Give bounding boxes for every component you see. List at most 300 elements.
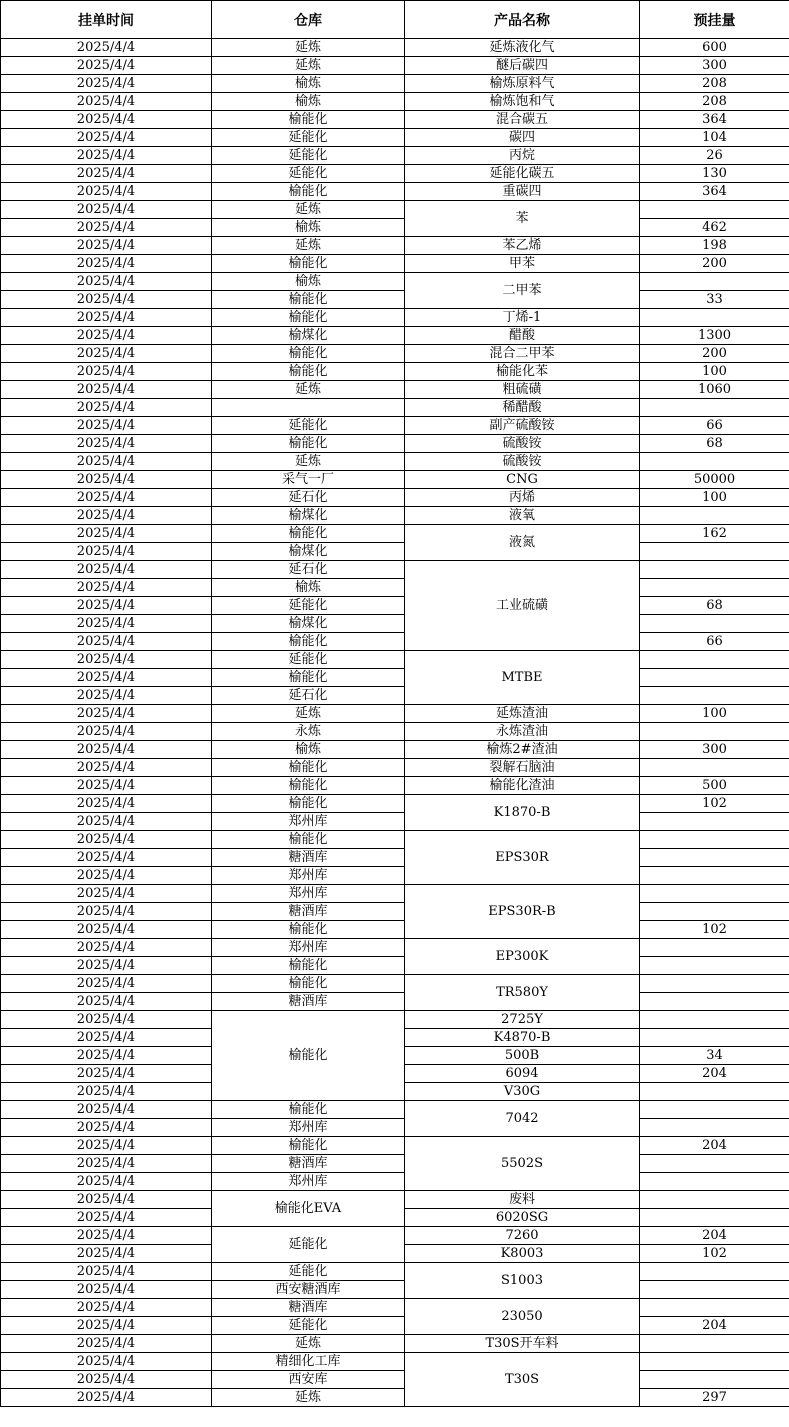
cell-warehouse: 榆能化 [212,1011,405,1101]
cell-time: 2025/4/4 [1,471,212,489]
cell-time: 2025/4/4 [1,327,212,345]
cell-quantity [640,453,789,471]
cell-quantity [640,1281,789,1299]
table-row [1,399,789,417]
header-quantity: 预挂量 [640,1,789,39]
cell-quantity: 204 [640,1227,789,1245]
cell-warehouse: 延石化 [212,489,405,507]
cell-quantity: 100 [640,489,789,507]
table-row [1,813,789,831]
table-row [1,57,789,75]
table-row [1,471,789,489]
cell-warehouse: 榆能化 [212,111,405,129]
table-row [1,129,789,147]
cell-quantity [640,939,789,957]
cell-quantity: 204 [640,1317,789,1335]
cell-time: 2025/4/4 [1,651,212,669]
cell-warehouse: 延能化 [212,1227,405,1263]
cell-time: 2025/4/4 [1,147,212,165]
cell-quantity: 102 [640,921,789,939]
cell-product: 榆炼饱和气 [405,93,640,111]
cell-warehouse: 延石化 [212,687,405,705]
header-time: 挂单时间 [1,1,212,39]
cell-quantity: 100 [640,705,789,723]
table-row [1,795,789,813]
table-row [1,255,789,273]
cell-quantity: 300 [640,57,789,75]
cell-quantity: 200 [640,345,789,363]
cell-product: 甲苯 [405,255,640,273]
table-row [1,363,789,381]
cell-product: MTBE [405,651,640,705]
table-row [1,1299,789,1317]
cell-time: 2025/4/4 [1,309,212,327]
cell-quantity: 500 [640,777,789,795]
cell-product: 硫酸铵 [405,453,640,471]
table-row [1,687,789,705]
cell-time: 2025/4/4 [1,255,212,273]
cell-time: 2025/4/4 [1,507,212,525]
cell-quantity: 1060 [640,381,789,399]
cell-warehouse: 采气一厂 [212,471,405,489]
cell-product: T30S [405,1353,640,1407]
cell-time: 2025/4/4 [1,183,212,201]
cell-product: 永炼渣油 [405,723,640,741]
table-row [1,867,789,885]
cell-product: 丙烷 [405,147,640,165]
table-row [1,633,789,651]
cell-time: 2025/4/4 [1,1191,212,1209]
cell-time: 2025/4/4 [1,1335,212,1353]
cell-time: 2025/4/4 [1,417,212,435]
cell-time: 2025/4/4 [1,777,212,795]
cell-quantity: 600 [640,39,789,57]
cell-quantity [640,1011,789,1029]
cell-time: 2025/4/4 [1,363,212,381]
cell-quantity [640,687,789,705]
table-row [1,273,789,291]
table-row [1,921,789,939]
cell-time: 2025/4/4 [1,1029,212,1047]
table-row [1,543,789,561]
cell-quantity [640,309,789,327]
cell-warehouse: 榆炼 [212,219,405,237]
cell-time: 2025/4/4 [1,543,212,561]
cell-product: 榆能化苯 [405,363,640,381]
cell-quantity: 208 [640,75,789,93]
cell-warehouse: 郑州库 [212,1173,405,1191]
cell-quantity: 102 [640,795,789,813]
cell-quantity [640,957,789,975]
table-row [1,1371,789,1389]
table-row [1,435,789,453]
cell-warehouse: 延炼 [212,39,405,57]
table-row [1,849,789,867]
table-row [1,291,789,309]
cell-quantity: 100 [640,363,789,381]
cell-quantity [640,1029,789,1047]
cell-warehouse: 榆能化 [212,777,405,795]
cell-time: 2025/4/4 [1,1173,212,1191]
cell-quantity: 300 [640,741,789,759]
cell-product: 副产硫酸铵 [405,417,640,435]
cell-time: 2025/4/4 [1,921,212,939]
cell-time: 2025/4/4 [1,795,212,813]
cell-time: 2025/4/4 [1,975,212,993]
cell-quantity [640,1263,789,1281]
cell-product: 重碳四 [405,183,640,201]
cell-quantity: 462 [640,219,789,237]
cell-product: 7042 [405,1101,640,1137]
table-row [1,345,789,363]
cell-product: 醋酸 [405,327,640,345]
cell-quantity [640,615,789,633]
cell-product: 2725Y [405,1011,640,1029]
cell-quantity: 104 [640,129,789,147]
cell-time: 2025/4/4 [1,201,212,219]
cell-quantity [640,507,789,525]
cell-quantity [640,1119,789,1137]
cell-quantity [640,399,789,417]
cell-time: 2025/4/4 [1,849,212,867]
cell-warehouse: 榆能化 [212,831,405,849]
cell-quantity: 68 [640,597,789,615]
table-body [1,39,789,1407]
cell-product: 液氮 [405,525,640,561]
cell-quantity: 66 [640,417,789,435]
cell-quantity: 204 [640,1137,789,1155]
table-row [1,993,789,1011]
cell-time: 2025/4/4 [1,669,212,687]
cell-quantity: 26 [640,147,789,165]
table-row [1,957,789,975]
cell-time: 2025/4/4 [1,831,212,849]
cell-product: 23050 [405,1299,640,1335]
cell-quantity [640,1335,789,1353]
cell-time: 2025/4/4 [1,93,212,111]
cell-product: 裂解石脑油 [405,759,640,777]
cell-warehouse: 榆煤化 [212,327,405,345]
cell-quantity [640,1299,789,1317]
cell-product: 苯乙烯 [405,237,640,255]
cell-product: K4870-B [405,1029,640,1047]
cell-time: 2025/4/4 [1,57,212,75]
table-row [1,669,789,687]
header-product: 产品名称 [405,1,640,39]
cell-quantity [640,831,789,849]
cell-warehouse: 郑州库 [212,1119,405,1137]
cell-time: 2025/4/4 [1,291,212,309]
cell-time: 2025/4/4 [1,1065,212,1083]
cell-product: CNG [405,471,640,489]
cell-product: 粗硫磺 [405,381,640,399]
cell-warehouse: 榆能化 [212,921,405,939]
table-row [1,201,789,219]
cell-product: T30S开车料 [405,1335,640,1353]
table-row [1,165,789,183]
table-row [1,831,789,849]
cell-warehouse: 榆能化 [212,795,405,813]
cell-product: 延炼液化气 [405,39,640,57]
cell-time: 2025/4/4 [1,813,212,831]
cell-warehouse: 榆能化 [212,435,405,453]
table-row [1,615,789,633]
cell-warehouse: 延炼 [212,57,405,75]
cell-product: TR580Y [405,975,640,1011]
cell-warehouse: 郑州库 [212,885,405,903]
table-row [1,741,789,759]
table-row [1,525,789,543]
cell-quantity: 34 [640,1047,789,1065]
cell-quantity [640,201,789,219]
cell-quantity [640,813,789,831]
cell-warehouse: 延炼 [212,1389,405,1407]
table-row [1,1173,789,1191]
table-row [1,939,789,957]
cell-time: 2025/4/4 [1,1083,212,1101]
cell-time: 2025/4/4 [1,579,212,597]
cell-time: 2025/4/4 [1,1119,212,1137]
table-row [1,1101,789,1119]
cell-time: 2025/4/4 [1,1209,212,1227]
table-row [1,75,789,93]
cell-product: 碳四 [405,129,640,147]
table-row [1,381,789,399]
cell-warehouse: 糖酒库 [212,903,405,921]
cell-quantity [640,975,789,993]
table-row [1,1389,789,1407]
cell-warehouse: 榆能化 [212,759,405,777]
cell-warehouse: 榆炼 [212,579,405,597]
cell-quantity: 130 [640,165,789,183]
cell-warehouse: 榆煤化 [212,543,405,561]
cell-time: 2025/4/4 [1,1389,212,1407]
cell-warehouse: 延炼 [212,381,405,399]
table-row [1,579,789,597]
cell-warehouse: 延炼 [212,237,405,255]
table-row [1,309,789,327]
cell-time: 2025/4/4 [1,597,212,615]
cell-quantity [640,273,789,291]
cell-warehouse: 榆能化 [212,975,405,993]
table-row [1,1011,789,1029]
cell-time: 2025/4/4 [1,1245,212,1263]
cell-quantity: 364 [640,111,789,129]
cell-quantity: 208 [640,93,789,111]
cell-quantity: 200 [640,255,789,273]
cell-time: 2025/4/4 [1,939,212,957]
cell-time: 2025/4/4 [1,1371,212,1389]
cell-product: 丁烯-1 [405,309,640,327]
cell-quantity [640,867,789,885]
cell-quantity [640,1155,789,1173]
cell-warehouse: 延炼 [212,453,405,471]
table-row [1,1119,789,1137]
cell-time: 2025/4/4 [1,381,212,399]
table-row [1,903,789,921]
cell-time: 2025/4/4 [1,273,212,291]
header-row [1,1,789,39]
table-row [1,489,789,507]
cell-quantity: 33 [640,291,789,309]
table-row [1,183,789,201]
cell-time: 2025/4/4 [1,1227,212,1245]
cell-time: 2025/4/4 [1,1299,212,1317]
cell-warehouse: 糖酒库 [212,1155,405,1173]
cell-warehouse: 延炼 [212,705,405,723]
cell-time: 2025/4/4 [1,957,212,975]
cell-time: 2025/4/4 [1,399,212,417]
cell-time: 2025/4/4 [1,615,212,633]
cell-product: 苯 [405,201,640,237]
cell-product: 醚后碳四 [405,57,640,75]
cell-warehouse: 延能化 [212,597,405,615]
cell-product: 硫酸铵 [405,435,640,453]
table-row [1,417,789,435]
cell-quantity [640,1083,789,1101]
table-row [1,39,789,57]
cell-product: 7260 [405,1227,640,1245]
cell-product: S1003 [405,1263,640,1299]
cell-product: 废料 [405,1191,640,1209]
cell-warehouse: 延炼 [212,1335,405,1353]
table-row [1,723,789,741]
table-row [1,1263,789,1281]
cell-warehouse: 榆炼 [212,273,405,291]
cell-product: K8003 [405,1245,640,1263]
cell-product: EPS30R [405,831,640,885]
cell-time: 2025/4/4 [1,1011,212,1029]
table-row [1,219,789,237]
cell-product: 6020SG [405,1209,640,1227]
cell-warehouse: 延能化 [212,165,405,183]
cell-product: 工业硫磺 [405,561,640,651]
cell-warehouse: 榆炼 [212,93,405,111]
header-warehouse: 仓库 [212,1,405,39]
cell-quantity [640,579,789,597]
cell-warehouse: 糖酒库 [212,849,405,867]
cell-time: 2025/4/4 [1,525,212,543]
table-row [1,1155,789,1173]
table-row [1,1353,789,1371]
cell-warehouse: 西安库 [212,1371,405,1389]
cell-quantity: 198 [640,237,789,255]
cell-time: 2025/4/4 [1,1281,212,1299]
table-row [1,111,789,129]
cell-product: 二甲苯 [405,273,640,309]
table-row [1,1317,789,1335]
cell-time: 2025/4/4 [1,993,212,1011]
cell-warehouse: 榆煤化 [212,507,405,525]
cell-product: 榆炼2#渣油 [405,741,640,759]
table-row [1,885,789,903]
cell-time: 2025/4/4 [1,1155,212,1173]
table-row [1,327,789,345]
cell-time: 2025/4/4 [1,39,212,57]
cell-quantity [640,669,789,687]
table-row [1,507,789,525]
cell-warehouse: 榆能化 [212,291,405,309]
cell-time: 2025/4/4 [1,75,212,93]
cell-product: 5502S [405,1137,640,1191]
cell-warehouse: 榆能化 [212,363,405,381]
cell-quantity [640,1353,789,1371]
table-row [1,1281,789,1299]
cell-quantity [640,903,789,921]
cell-time: 2025/4/4 [1,111,212,129]
cell-product: K1870-B [405,795,640,831]
cell-time: 2025/4/4 [1,453,212,471]
cell-product: 榆能化渣油 [405,777,640,795]
cell-quantity [640,561,789,579]
cell-time: 2025/4/4 [1,561,212,579]
cell-time: 2025/4/4 [1,687,212,705]
cell-time: 2025/4/4 [1,1263,212,1281]
table-row [1,147,789,165]
cell-quantity [640,759,789,777]
cell-time: 2025/4/4 [1,1137,212,1155]
cell-product: V30G [405,1083,640,1101]
cell-quantity [640,885,789,903]
cell-quantity [640,543,789,561]
cell-quantity: 162 [640,525,789,543]
table-row [1,705,789,723]
cell-product: EPS30R-B [405,885,640,939]
cell-warehouse: 榆能化 [212,633,405,651]
cell-warehouse: 延炼 [212,201,405,219]
cell-warehouse: 延能化 [212,129,405,147]
cell-quantity: 66 [640,633,789,651]
cell-quantity: 1300 [640,327,789,345]
cell-warehouse: 榆炼 [212,741,405,759]
table-row [1,759,789,777]
cell-product: EP300K [405,939,640,975]
cell-time: 2025/4/4 [1,741,212,759]
cell-time: 2025/4/4 [1,1047,212,1065]
cell-time: 2025/4/4 [1,345,212,363]
cell-warehouse: 榆能化 [212,1137,405,1155]
cell-quantity [640,1209,789,1227]
cell-warehouse: 郑州库 [212,939,405,957]
cell-quantity: 68 [640,435,789,453]
cell-time: 2025/4/4 [1,1317,212,1335]
cell-warehouse: 榆煤化 [212,615,405,633]
cell-product: 500B [405,1047,640,1065]
cell-time: 2025/4/4 [1,633,212,651]
cell-time: 2025/4/4 [1,1101,212,1119]
cell-product: 混合二甲苯 [405,345,640,363]
cell-product: 丙烯 [405,489,640,507]
cell-time: 2025/4/4 [1,903,212,921]
cell-time: 2025/4/4 [1,885,212,903]
cell-quantity: 204 [640,1065,789,1083]
cell-warehouse: 糖酒库 [212,993,405,1011]
cell-time: 2025/4/4 [1,489,212,507]
cell-product: 榆炼原料气 [405,75,640,93]
table-row [1,561,789,579]
cell-warehouse: 西安糖酒库 [212,1281,405,1299]
table-row [1,237,789,255]
cell-warehouse: 榆能化 [212,309,405,327]
cell-warehouse: 郑州库 [212,813,405,831]
cell-warehouse: 延能化 [212,1263,405,1281]
table-row [1,453,789,471]
cell-warehouse: 郑州库 [212,867,405,885]
cell-warehouse: 榆炼 [212,75,405,93]
cell-time: 2025/4/4 [1,1353,212,1371]
cell-warehouse: 榆能化 [212,1101,405,1119]
cell-quantity: 297 [640,1389,789,1407]
